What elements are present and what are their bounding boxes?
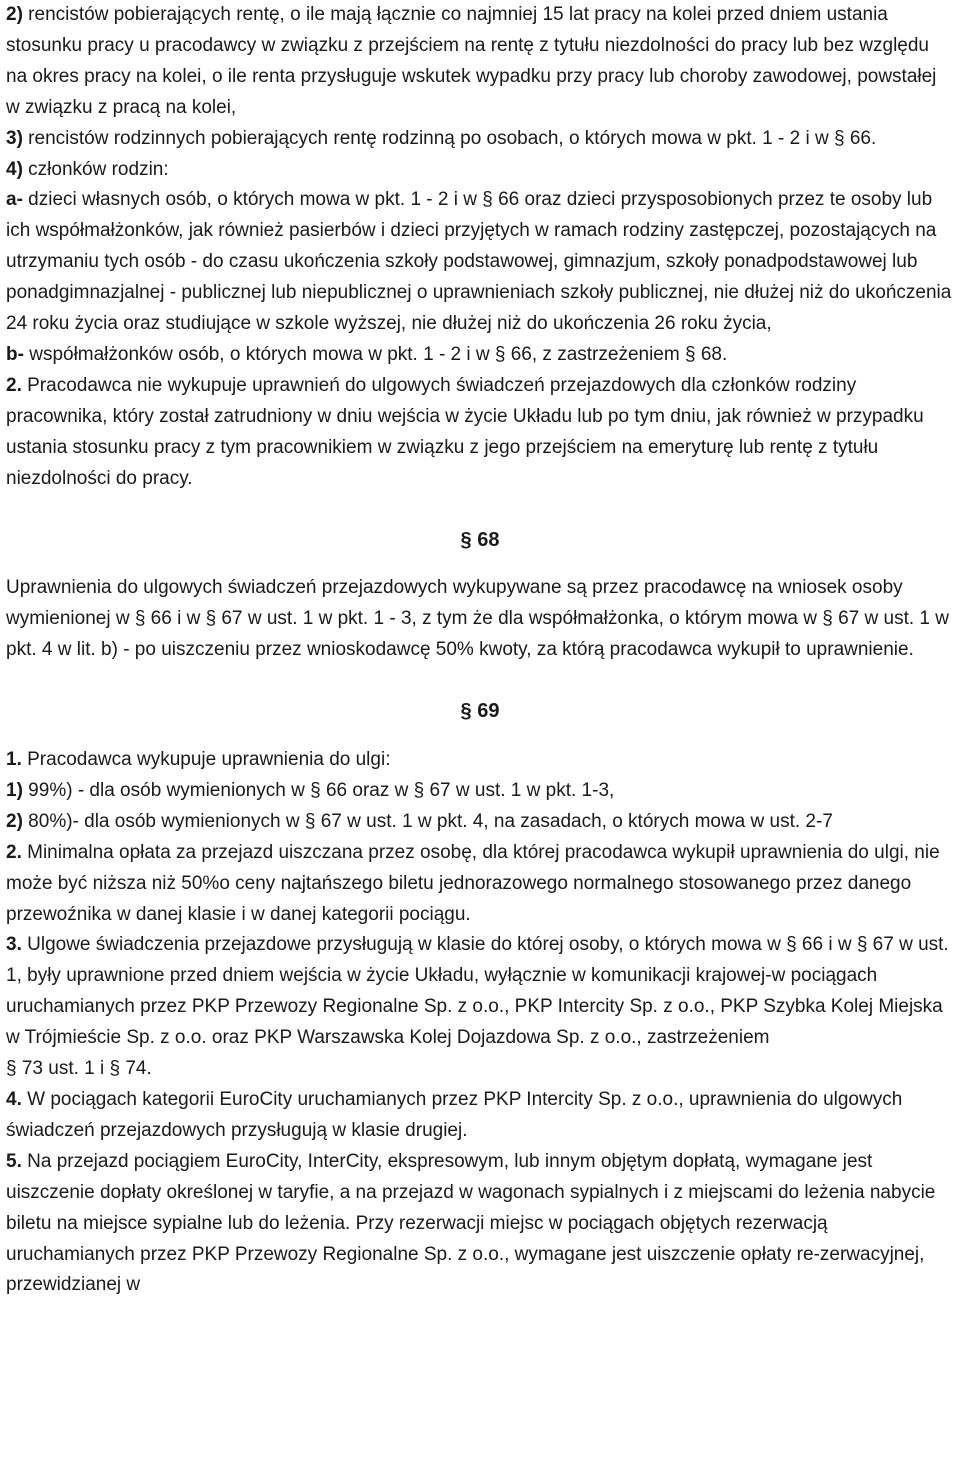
item-text: Na przejazd pociągiem EuroCity, InterCity, ekspresowym, lub innym objętym dopłatą, wymagane jest uiszczenie dopłaty określonej w taryfie, a na przejazd w wagonach sypialnych i z miejscami do leżenia nabycie biletu na miejsce sypialne lub do leżenia. Przy rezerwacji miejsc w pociągach objętych rezerwacją uruchamianych przez PKP Przewozy Regionalne Sp. z o.o., wymagane jest uiszczenie opłaty re-zerwacyjnej, przewidzianej w (6, 1150, 936, 1296)
paragraph-4-czlonkow-rodzin (6, 155, 954, 186)
section-69-ust-5 (6, 1147, 954, 1302)
item-text: Ulgowe świadczenia przejazdowe przysługują w klasie do której osoby, o których mowa w § 66 i w § 67 w ust. 1, były uprawnione przed dniem wejścia w życie Układu, wyłącznie w komunikacji krajowej-w pociągach uruchamianych przez PKP Przewozy Regionalne Sp. z o.o., PKP Intercity Sp. z o.o., PKP Szybka Kolej Miejska w Trójmieście Sp. z o.o. oraz PKP Warszawska Kolej Dojazdowa Sp. z o.o., zastrzeżeniem (6, 934, 949, 1049)
item-text: współmałżonków osób, o których mowa w pkt. 1 - 2 i w § 66, z zastrzeżeniem § 68. (23, 343, 728, 365)
item-number: 2. (6, 374, 22, 396)
section-69-pkt-1 (6, 776, 954, 807)
item-number: 1) (6, 779, 23, 801)
item-text: rencistów pobierających rentę, o ile mają łącznie co najmniej 15 lat pracy na kolei przed dniem ustania stosunku pracy u pracodawcy w związku z przejściem na rentę z tytułu niezdolności do pracy lub bez względu na okres pracy na kolei, o ile renta przysługuje wskutek wypadku przy pracy lub choroby zawodowej, powstałej w związku z pracą na kolei, (6, 4, 937, 118)
paragraph-a-dzieci (6, 185, 954, 340)
item-number: 5. (6, 1150, 22, 1172)
item-number: 1. (6, 749, 22, 771)
item-number: a- (6, 189, 23, 211)
item-text: Pracodawca nie wykupuje uprawnień do ulgowych świadczeń przejazdowych dla członków rodziny pracownika, który został zatrudniony w dniu wejścia w życie Układu lub po tym dniu, jak również w przypadku ustania stosunku pracy z tym pracownikiem w związku z jego przejściem na emeryturę lub rentę z tytułu niezdolności do pracy. (6, 374, 924, 489)
paragraph-2-rencistow (6, 0, 954, 124)
item-number: 2) (6, 4, 23, 25)
section-69-ust-2 (6, 838, 954, 931)
item-text: 80%)- dla osób wymienionych w § 67 w ust. 1 w pkt. 4, na zasadach, o których mowa w ust. 2-7 (22, 810, 833, 832)
item-text: Minimalna opłata za przejazd uiszczana przez osobę, dla której pracodawca wykupił uprawnienia do ulgi, nie może być niższa niż 50%o ceny najtańszego biletu jednorazowego normalnego stosowanego przez danego przewoźnika w danej klasie i w danej kategorii pociągu. (6, 841, 940, 925)
section-69-ust-1 (6, 745, 954, 776)
section-69-ust-3 (6, 930, 954, 1054)
item-text: 99%) - dla osób wymienionych w § 66 oraz w § 67 w ust. 1 w pkt. 1-3, (22, 779, 615, 801)
item-text: Pracodawca wykupuje uprawnienia do ulgi: (21, 749, 391, 771)
item-number: 3. (6, 934, 22, 956)
item-number: 2. (6, 841, 22, 863)
section-69-ust-4 (6, 1085, 954, 1147)
paragraph-3-rencistow-rodzinnych (6, 124, 954, 155)
item-number: b- (6, 343, 24, 365)
section-68-heading: § 68 (460, 528, 500, 551)
item-text: W pociągach kategorii EuroCity uruchamianych przez PKP Intercity Sp. z o.o., uprawnienia do ulgowych świadczeń przejazdowych przysługują w klasie drugiej. (6, 1089, 903, 1141)
item-number: 2) (6, 810, 23, 832)
item-text: dzieci własnych osób, o których mowa w pkt. 1 - 2 i w § 66 oraz dzieci przysposobionych przez te osoby lub ich współmałżonków, jak również pasierbów i dzieci przyjętych w ramach rodziny zastępczej, pozostających na utrzymaniu tych osób - do czasu ukończenia szkoły podstawowej, gimnazjum, szkoły ponadpodstawowej lub ponadgimnazjalnej - publicznej lub niepublicznej o uprawnieniach szkoły publicznej, nie dłużej niż do ukończenia 24 roku życia oraz studiujące w szkole wyższej, nie dłużej niż do ukończenia 26 roku życia, (6, 189, 952, 335)
section-69-pkt-2 (6, 807, 954, 838)
section-69-ust-3-continuation: § 73 ust. 1 i § 74. (6, 1058, 152, 1080)
item-number: 4. (6, 1089, 22, 1110)
section-68-paragraph: Uprawnienia do ulgowych świadczeń przejazdowych wykupywane są przez pracodawcę na wniosek osoby wymienionej w § 66 i w § 67 w ust. 1 w pkt. 1 - 3, z tym że dla współmałżonka, o którym mowa w § 67 w ust. 1 w pkt. 4 w lit. b) - po uiszczeniu przez wnioskodawcę 50% kwoty, za którą pracodawca wykupił to uprawnienie. (6, 577, 949, 661)
paragraph-b-wspolmalzonkow (6, 340, 954, 371)
item-number: 3) (6, 127, 23, 149)
item-text: członków rodzin: (22, 158, 169, 180)
paragraph-ust-2-pracodawca (6, 371, 954, 495)
item-text: rencistów rodzinnych pobierających rentę rodzinną po osobach, o których mowa w pkt. 1 - 2 i w § 66. (22, 127, 877, 149)
item-number: 4) (6, 158, 23, 180)
section-69-heading: § 69 (460, 700, 500, 723)
